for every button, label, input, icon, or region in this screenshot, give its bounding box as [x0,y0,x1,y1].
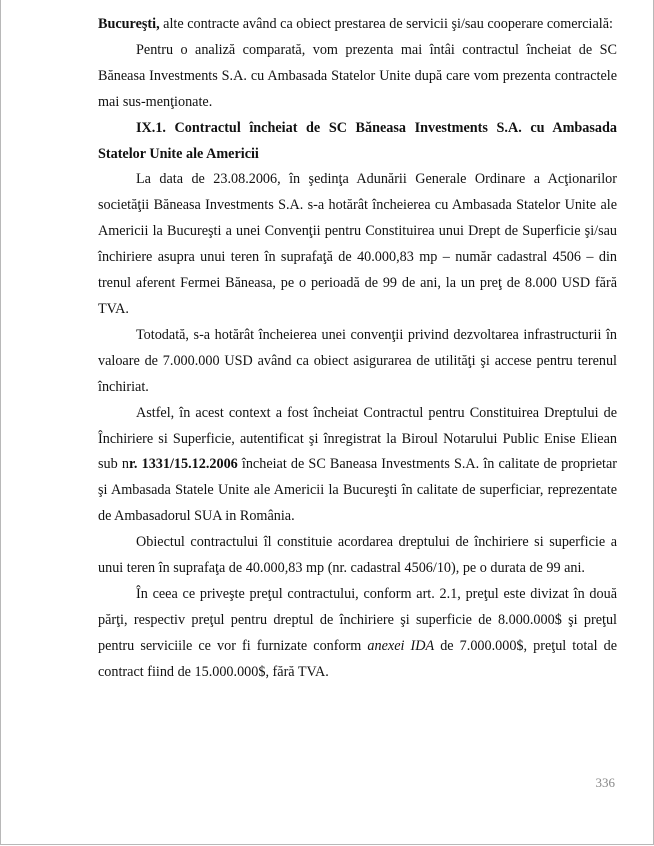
paragraph-5-text-end: încheiat de SC Baneasa Investments S.A. în calitate de proprietar şi Ambasada Statele Unite ale Americii la Bucureşti în calitate de superficiar, reprezentate de Ambasadorul SUA in România. [98,456,617,525]
paragraph-7-text-start: În ceea ce priveşte preţul contractului, conform art. 2.1, preţul este divizat în două părţi, respectiv preţul pentru dreptul de închiriere şi superficie de 8.000.000$ şi preţul pentru serviciile ce vor fi furnizate conform [98,585,617,654]
document-body [98,12,617,686]
paragraph-1 [98,12,617,38]
paragraph-5-text-start: Astfel, în acest context a fost încheiat Contractul pentru Constituirea Dreptului de Închiriere si Superficie, autentificat şi înregistrat la Biroul Notarului Public Enise Eliean sub n [98,404,617,473]
paragraph-5 [98,401,617,531]
city-bold: Bucureşti, [98,16,160,32]
section-heading: IX.1. Contractul încheiat de SC Băneasa Investments S.A. cu Ambasada Statelor Unite ale Americii [98,119,617,162]
annex-italic: anexei IDA [367,637,435,654]
paragraph-3: La data de 23.08.2006, în şedinţa Adunării Generale Ordinare a Acţionarilor societăţii Băneasa Investments S.A. s-a hotărât încheierea cu Ambasada Statelor Unite ale Americii la Bucureşti a unei Convenţii pentru Constituirea unui Drept de Superficie şi/sau închiriere asupra unui teren în suprafaţă de 40.000,83 mp – număr cadastral 4506 – din trenul aferent Fermei Băneasa, pe o perioadă de 99 de ani, la un preţ de 8.000 USD fără TVA. [98,171,617,317]
contract-number-bold: r. 1331/15.12.2006 [128,456,238,473]
paragraph-7-text-end: de 7.000.000$, preţul total de contract fiind de 15.000.000$, fără TVA. [98,637,617,680]
paragraph-1-text: alte contracte având ca obiect prestarea de servicii şi/sau cooperare comercială: [159,16,613,32]
paragraph-2: Pentru o analiză comparată, vom prezenta mai întâi contractul încheiat de SC Băneasa Investments S.A. cu Ambasada Statelor Unite după care vom prezenta contractele mai sus-menţionate. [98,41,617,110]
paragraph-4: Totodată, s-a hotărât încheierea unei convenţii privind dezvoltarea infrastructurii în valoare de 7.000.000 USD având ca obiect asigurarea de utilităţi şi accese pentru terenul închiriat. [98,326,617,395]
paragraph-6: Obiectul contractului îl constituie acordarea dreptului de închiriere si superficie a unui teren în suprafaţa de 40.000,83 mp (nr. cadastral 4506/10), pe o durata de 99 ani. [98,534,617,577]
page-number: 336 [595,775,615,790]
paragraph-7 [98,582,617,686]
